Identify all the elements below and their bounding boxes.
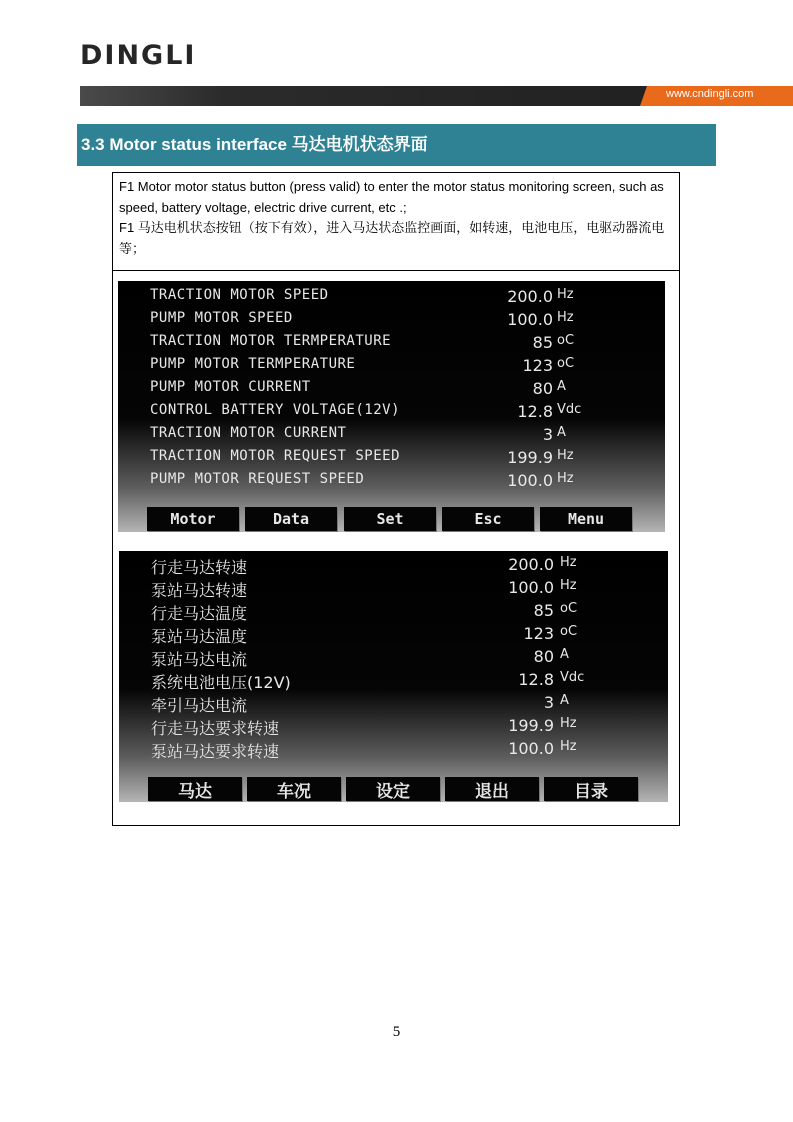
row-unit: oC [560,601,578,616]
status-row [118,333,665,356]
divider [113,270,679,271]
status-row [119,716,668,739]
motor-status-screen-en [118,281,665,532]
row-label: 行走马达要求转速 [151,719,280,738]
status-row [118,356,665,379]
row-value: 12.8 [518,670,554,689]
status-row [118,448,665,471]
row-unit: Hz [557,310,574,325]
row-value: 12.8 [517,402,553,421]
row-value: 200.0 [507,287,553,306]
row-value: 85 [532,333,553,352]
status-row [119,739,668,762]
row-unit: oC [557,356,575,371]
row-value: 80 [533,647,554,666]
row-value: 3 [542,425,553,444]
row-value: 123 [522,356,553,375]
row-unit: A [560,647,569,662]
row-unit: Hz [560,578,577,593]
description-en: F1 Motor motor status button (press valid) to enter the motor status monitoring screen, such as speed, battery voltage, electric drive current, etc .; [119,179,664,215]
status-row [119,555,668,578]
row-value: 100.0 [508,578,554,597]
row-label: 行走马达转速 [151,558,248,577]
row-unit: A [557,425,566,440]
row-label: PUMP MOTOR TERMPERATURE [150,356,356,372]
status-row [118,471,665,494]
row-unit: Vdc [560,670,585,685]
row-value: 3 [543,693,554,712]
status-row [118,402,665,425]
row-value: 100.0 [507,471,553,490]
row-value: 199.9 [507,448,553,467]
row-label: 牵引马达电流 [151,696,248,715]
header-url: www.cndingli.com [666,88,754,100]
menu-button[interactable]: Menu [540,507,632,531]
row-label: 泵站马达电流 [151,650,248,669]
status-row [118,379,665,402]
row-unit: Hz [560,739,577,754]
row-label: PUMP MOTOR REQUEST SPEED [150,471,365,487]
status-row [119,578,668,601]
set-button[interactable]: Set [344,507,436,531]
row-value: 85 [533,601,554,620]
row-value: 100.0 [508,739,554,758]
row-label: PUMP MOTOR SPEED [150,310,293,326]
motor-button[interactable]: Motor [147,507,239,531]
row-label: TRACTION MOTOR REQUEST SPEED [150,448,401,464]
data-button[interactable]: Data [245,507,337,531]
row-unit: A [560,693,569,708]
row-value: 100.0 [507,310,553,329]
status-row [118,425,665,448]
row-label: 泵站马达温度 [151,627,248,646]
row-unit: oC [560,624,578,639]
status-row [118,310,665,333]
row-label: 系统电池电压(12V) [151,673,291,692]
status-row [119,624,668,647]
menu-button-cn[interactable]: 目录 [544,777,638,801]
status-row [119,693,668,716]
row-unit: Hz [560,555,577,570]
set-button-cn[interactable]: 设定 [346,777,440,801]
row-value: 123 [523,624,554,643]
description-cn: F1 马达电机状态按钮（按下有效），进入马达状态监控画面，如转速，电池电压，电驱动器流电等； [119,220,665,256]
dingli-logo: DINGLI [80,40,197,71]
row-label: 行走马达温度 [151,604,248,623]
esc-button[interactable]: Esc [442,507,534,531]
row-label: TRACTION MOTOR SPEED [150,287,329,303]
description [119,177,675,259]
row-value: 199.9 [508,716,554,735]
screen-button-bar [118,505,665,532]
row-unit: A [557,379,566,394]
row-unit: Vdc [557,402,582,417]
status-row [119,670,668,693]
row-label: PUMP MOTOR CURRENT [150,379,311,395]
row-label: TRACTION MOTOR TERMPERATURE [150,333,392,349]
screen-button-bar [119,775,668,802]
row-unit: oC [557,333,575,348]
page-number: 5 [392,1024,401,1040]
motor-status-screen-cn [119,551,668,802]
motor-button-cn[interactable]: 马达 [148,777,242,801]
row-value: 200.0 [508,555,554,574]
row-label: 泵站马达要求转速 [151,742,280,761]
status-row [119,647,668,670]
row-unit: Hz [557,287,574,302]
row-label: TRACTION MOTOR CURRENT [150,425,347,441]
row-label: 泵站马达转速 [151,581,248,600]
data-button-cn[interactable]: 车况 [247,777,341,801]
row-unit: Hz [557,448,574,463]
status-row [119,601,668,624]
row-unit: Hz [560,716,577,731]
esc-button-cn[interactable]: 退出 [445,777,539,801]
section-title: 3.3 Motor status interface 马达电机状态界面 [77,124,716,166]
status-row [118,287,665,310]
row-unit: Hz [557,471,574,486]
row-value: 80 [532,379,553,398]
row-label: CONTROL BATTERY VOLTAGE(12V) [150,402,401,418]
